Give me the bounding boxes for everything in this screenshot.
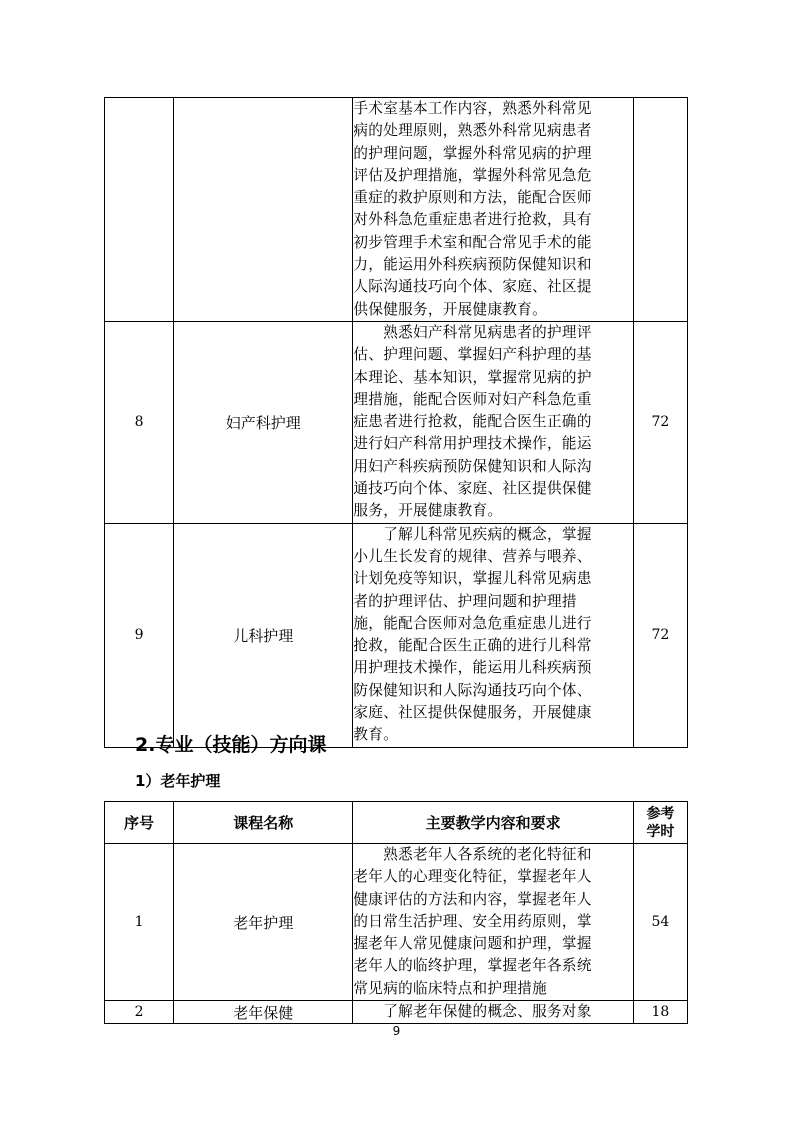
- content-line: 对外科急危重症患者进行抢救，具有: [353, 211, 592, 229]
- course-content: [353, 523, 633, 747]
- content-line: 健康评估的方法和内容，掌握老年人: [353, 890, 592, 908]
- header-hours-line2: 学时: [646, 823, 675, 840]
- content-line: 小儿生长发育的规律、营养与喂养、: [353, 547, 592, 565]
- row-number: 9: [105, 523, 174, 747]
- header-hours: [633, 802, 687, 844]
- course-content: [353, 321, 633, 523]
- course-name: [174, 98, 353, 322]
- table-header-row: [105, 802, 688, 844]
- content-line: 的护理问题，掌握外科常见病的护理: [353, 144, 592, 162]
- table-row: [105, 321, 688, 523]
- content-line: 评估及护理措施，掌握外科常见急危: [353, 166, 592, 184]
- content-line: 家庭、社区提供保健服务，开展健康: [353, 704, 592, 722]
- content-line: 估、护理问题、掌握妇产科护理的基: [353, 346, 592, 364]
- row-number: 2: [105, 1001, 174, 1024]
- course-name: 老年护理: [174, 844, 353, 1001]
- content-line: 教育。: [353, 726, 399, 744]
- content-line: 常见病的临床特点和护理措施: [353, 979, 548, 997]
- content-line: 老年人的心理变化特征，掌握老年人: [353, 868, 592, 886]
- content-line: 熟悉老年人各系统的老化特征和: [353, 846, 592, 863]
- content-line: 抢救，能配合医生正确的进行儿科常: [353, 637, 592, 655]
- content-line: 供保健服务，开展健康教育。: [353, 300, 548, 318]
- header-name: 课程名称: [174, 802, 353, 844]
- content-line: 通技巧向个体、家庭、社区提供保健: [353, 480, 592, 498]
- subsection-heading: 1）老年护理: [135, 772, 221, 790]
- course-content: [353, 844, 633, 1001]
- content-line: 施，能配合医师对急危重症患儿进行: [353, 614, 592, 632]
- content-line: 初步管理手术室和配合常见手术的能: [353, 233, 592, 251]
- content-line: 手术室基本工作内容，熟悉外科常见: [353, 100, 592, 117]
- course-hours: 72: [633, 321, 687, 523]
- header-content: 主要教学内容和要求: [353, 802, 633, 844]
- content-line: 计划免疫等知识，掌握儿科常见病患: [353, 570, 592, 588]
- content-line: 病的处理原则，熟悉外科常见病患者: [353, 122, 592, 140]
- course-table-top: [104, 97, 688, 748]
- content-line: 人际沟通技巧向个体、家庭、社区提: [353, 278, 592, 296]
- content-line: 本理论、基本知识，掌握常见病的护: [353, 368, 592, 386]
- course-table-elderly-care: [104, 801, 688, 1024]
- course-hours: 54: [633, 844, 687, 1001]
- content-line: 了解儿科常见疾病的概念，掌握: [353, 525, 592, 543]
- course-name: 妇产科护理: [174, 321, 353, 523]
- table-row: [105, 523, 688, 747]
- table-row: [105, 1001, 688, 1024]
- content-line: 防保健知识和人际沟通技巧向个体、: [353, 681, 592, 699]
- content-line: 握老年人常见健康问题和护理，掌握: [353, 935, 592, 953]
- course-content: [353, 98, 633, 322]
- course-name: 老年保健: [174, 1001, 353, 1024]
- page-number: 9: [392, 1024, 401, 1038]
- header-hours-line1: 参考: [646, 805, 675, 822]
- content-line: 力，能运用外科疾病预防保健知识和: [353, 256, 592, 274]
- content-line: 服务，开展健康教育。: [353, 502, 503, 520]
- course-hours: 18: [633, 1001, 687, 1024]
- content-line: 了解老年保健的概念、服务对象: [353, 1003, 592, 1021]
- row-number: 8: [105, 321, 174, 523]
- content-line: 老年人的临终护理，掌握老年各系统: [353, 957, 592, 975]
- row-number: [105, 98, 174, 322]
- table-row: [105, 844, 688, 1001]
- header-num: 序号: [105, 802, 174, 844]
- course-name: 儿科护理: [174, 523, 353, 747]
- content-line: 用妇产科疾病预防保健知识和人际沟: [353, 457, 592, 475]
- row-number: 1: [105, 844, 174, 1001]
- content-line: 者的护理评估、护理问题和护理措: [353, 592, 577, 610]
- content-line: 症患者进行抢救，能配合医生正确的: [353, 413, 592, 431]
- course-hours: [633, 98, 687, 322]
- course-content: [353, 1001, 633, 1024]
- content-line: 重症的救护原则和方法，能配合医师: [353, 189, 592, 207]
- content-line: 进行妇产科常用护理技术操作，能运: [353, 435, 592, 453]
- content-line: 的日常生活护理、安全用药原则，掌: [353, 912, 592, 930]
- table-row: [105, 98, 688, 322]
- section-heading: 2.专业（技能）方向课: [135, 734, 327, 756]
- content-line: 用护理技术操作，能运用儿科疾病预: [353, 659, 592, 677]
- content-line: 熟悉妇产科常见病患者的护理评: [353, 323, 592, 341]
- content-line: 理措施，能配合医师对妇产科急危重: [353, 390, 592, 408]
- course-hours: 72: [633, 523, 687, 747]
